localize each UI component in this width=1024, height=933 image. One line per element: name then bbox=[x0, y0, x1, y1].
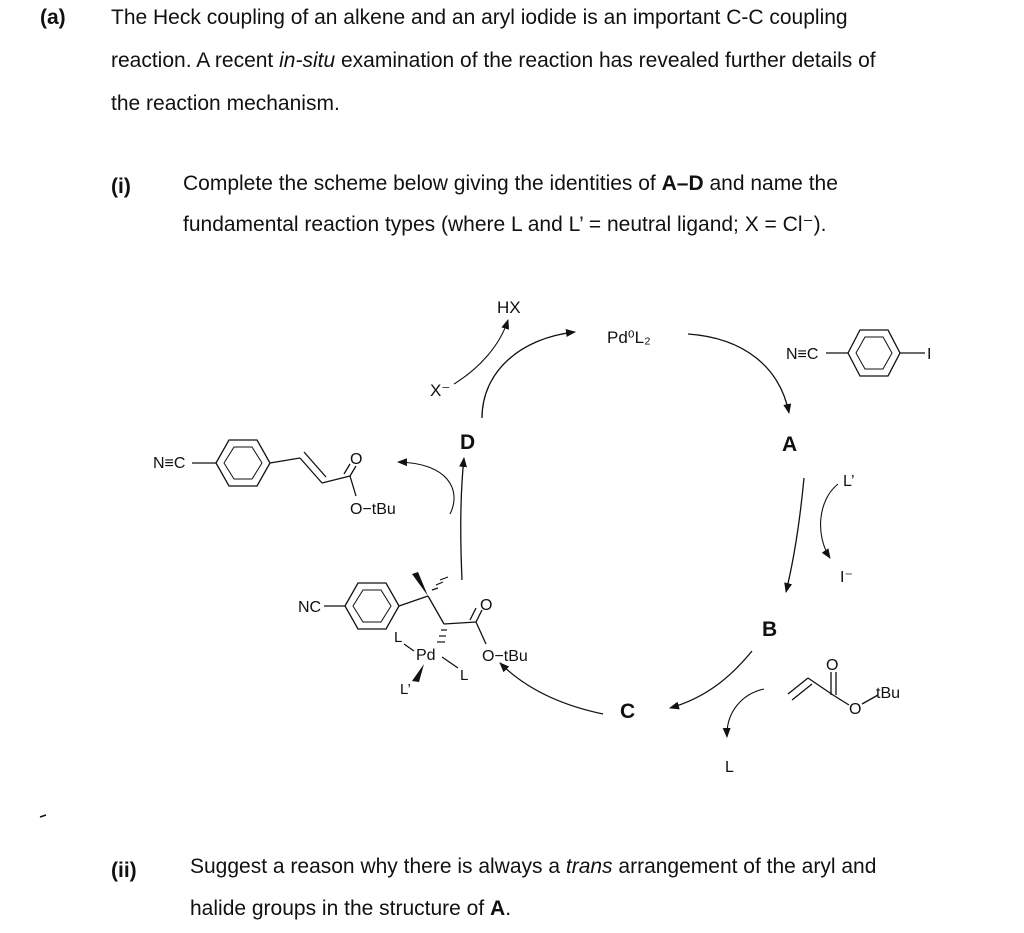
label-b: B bbox=[762, 618, 778, 641]
arrow-c-to-intermediate bbox=[500, 663, 603, 714]
svg-text:Pd: Pd bbox=[416, 647, 436, 664]
svg-text:O: O bbox=[826, 657, 839, 674]
part-i-line-2: fundamental reaction types (where L and L’ = neutral ligand; X = Cl⁻). bbox=[183, 213, 827, 236]
svg-text:O: O bbox=[350, 451, 363, 468]
part-i-label: (i) bbox=[111, 175, 131, 198]
arrow-b-to-c bbox=[670, 651, 752, 708]
svg-text:NC: NC bbox=[298, 599, 322, 616]
alkyl-palladium-intermediate-structure bbox=[298, 572, 528, 698]
part-a-line-1: The Heck coupling of an alkene and an aryl iodide is an important C-C coupling bbox=[111, 6, 848, 29]
i-minus-label: I⁻ bbox=[840, 569, 853, 586]
hx-label: HX bbox=[497, 298, 521, 317]
arrow-lprime-to-iminus bbox=[821, 484, 838, 558]
part-a-line-3: the reaction mechanism. bbox=[111, 92, 340, 115]
label-a: A bbox=[782, 433, 798, 456]
arrow-a-to-b bbox=[786, 478, 804, 592]
label-d: D bbox=[460, 431, 476, 454]
arrow-acrylate-to-l bbox=[727, 689, 764, 737]
arrow-x-to-hx bbox=[454, 320, 508, 384]
arrow-intermediate-to-d bbox=[461, 458, 464, 580]
aryl-iodide-structure bbox=[786, 330, 931, 376]
l-leaving-label: L bbox=[725, 759, 734, 776]
stray-mark bbox=[40, 815, 46, 817]
svg-text:N≡C: N≡C bbox=[153, 455, 186, 472]
svg-text:O−tBu: O−tBu bbox=[482, 648, 528, 665]
part-a-line-2: reaction. A recent in-situ examination of the reaction has revealed further details of bbox=[111, 49, 876, 72]
svg-text:L’: L’ bbox=[400, 681, 411, 698]
part-ii-label: (ii) bbox=[111, 859, 137, 882]
svg-text:tBu: tBu bbox=[876, 685, 901, 702]
arrow-product-release bbox=[398, 462, 454, 514]
svg-text:L: L bbox=[394, 629, 403, 646]
svg-text:I: I bbox=[927, 346, 932, 363]
svg-text:O: O bbox=[480, 597, 493, 614]
catalyst-label: Pd⁰L₂ bbox=[607, 328, 651, 347]
part-ii-line-2: halide groups in the structure of A. bbox=[190, 897, 512, 920]
x-minus-label: X⁻ bbox=[430, 381, 451, 400]
part-i-line-1: Complete the scheme below giving the identities of A–D and name the bbox=[183, 172, 838, 195]
part-ii-line-1: Suggest a reason why there is always a trans arrangement of the aryl and bbox=[190, 855, 877, 878]
cinnamate-product-structure bbox=[153, 440, 396, 518]
svg-text:O−tBu: O−tBu bbox=[350, 501, 396, 518]
l-prime-label: L’ bbox=[843, 473, 855, 490]
arrow-catalyst-to-a bbox=[688, 334, 789, 413]
part-a-label: (a) bbox=[40, 6, 66, 29]
svg-text:O: O bbox=[849, 701, 862, 718]
tert-butyl-acrylate-structure bbox=[788, 657, 900, 718]
svg-text:L: L bbox=[460, 667, 469, 684]
svg-text:N≡C: N≡C bbox=[786, 346, 819, 363]
label-c: C bbox=[620, 700, 636, 723]
